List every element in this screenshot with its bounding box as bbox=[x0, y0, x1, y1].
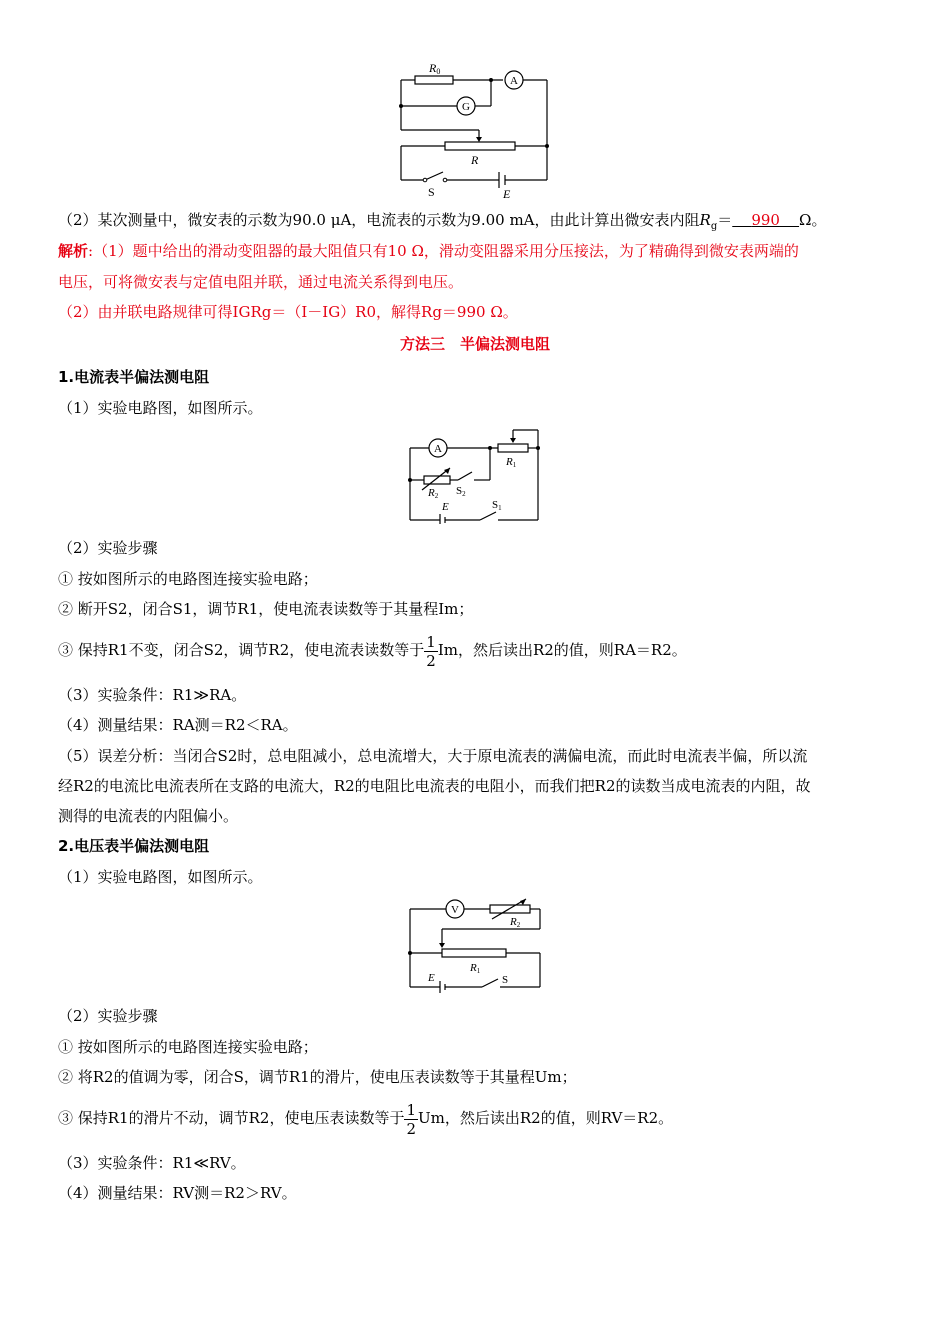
ammeter-step-2: ② 断开S2，闭合S1，调节R1，使电流表读数等于其量程Im； bbox=[58, 600, 474, 618]
voltmeter-step-1: ① 按如图所示的电路图连接实验电路； bbox=[58, 1038, 318, 1056]
analysis-line-3: （2）由并联电路规律可得IGRg＝（I－IG）R0，解得Rg＝990 Ω。 bbox=[58, 303, 518, 321]
analysis-line-1 bbox=[58, 240, 898, 262]
ammeter-step-3-b: Im，然后读出R2的值，则RA＝R2。 bbox=[437, 641, 687, 659]
voltmeter-condition: （3）实验条件：R1≪RV。 bbox=[58, 1154, 246, 1172]
galvanometer-label: G bbox=[462, 101, 470, 113]
analysis-label: 解析 bbox=[58, 242, 89, 260]
fraction-numerator-2: 1 bbox=[406, 1100, 416, 1119]
question-2-text: （2）某次测量中，微安表的示数为90.0 μA，电流表的示数为9.00 mA，由此计算出微安表内阻 bbox=[58, 211, 700, 229]
ammeter-step-3 bbox=[58, 630, 898, 670]
r0-label: R0 bbox=[429, 61, 441, 76]
voltmeter-step-2: ② 将R2的值调为零，闭合S，调节R1的滑片，使电压表读数等于其量程Um； bbox=[58, 1068, 577, 1086]
ammeter-label-2: A bbox=[434, 443, 442, 455]
ammeter-step-1: ① 按如图所示的电路图连接实验电路； bbox=[58, 570, 318, 588]
voltmeter-step-3 bbox=[58, 1098, 898, 1138]
ammeter-condition: （3）实验条件：R1≫RA。 bbox=[58, 686, 247, 704]
voltmeter-result: （4）测量结果：RV测＝R2＞RV。 bbox=[58, 1184, 297, 1202]
ammeter-error-2: 经R2的电流比电流表所在支路的电流大，R2的电阻比电流表的电阻小，而我们把R2的读数当成电流表的内阻，故 bbox=[58, 777, 811, 795]
circuit-diagram-voltmeter-half-deflection bbox=[402, 897, 547, 993]
ammeter-step-circuit: （1）实验电路图，如图所示。 bbox=[58, 399, 263, 417]
s2-label: S2 bbox=[456, 485, 466, 498]
section-title: 方法三 半偏法测电阻 bbox=[399, 335, 550, 353]
r1-label-3: R1 bbox=[470, 962, 481, 975]
fraction-denominator-2: 2 bbox=[406, 1119, 416, 1138]
battery-label: E bbox=[503, 187, 511, 200]
ammeter-result: （4）测量结果：RA测＝R2＜RA。 bbox=[58, 716, 298, 734]
answer-value: 990 bbox=[751, 211, 780, 229]
heading-ammeter-method: 1.电流表半偏法测电阻 bbox=[58, 368, 210, 386]
voltmeter-step-3-a: ③ 保持R1的滑片不动，调节R2，使电压表读数等于 bbox=[58, 1109, 405, 1127]
fraction-denominator: 2 bbox=[426, 651, 436, 670]
r1-label: R1 bbox=[506, 456, 517, 469]
ammeter-error-1: （5）误差分析：当闭合S2时，总电阻减小，总电流增大，大于原电流表的满偏电流，而此时电流表半偏，所以流 bbox=[58, 747, 808, 765]
r2-label-3: R2 bbox=[510, 916, 521, 929]
circuit-diagram-microammeter bbox=[395, 58, 560, 200]
circuit-diagram-ammeter-half-deflection bbox=[402, 428, 547, 524]
rg-sub: g bbox=[710, 221, 718, 232]
switch-label-3: S bbox=[502, 974, 509, 986]
r2-label: R2 bbox=[428, 487, 439, 500]
analysis-line-2: 电压，可将微安表与定值电阻并联，通过电流关系得到电压。 bbox=[58, 273, 464, 291]
ammeter-step-3-a: ③ 保持R1不变，闭合S2，调节R2，使电流表读数等于 bbox=[58, 641, 425, 659]
question-2 bbox=[58, 209, 898, 238]
fraction-half-2 bbox=[404, 1101, 418, 1138]
ammeter-steps-heading: （2）实验步骤 bbox=[58, 539, 158, 557]
answer-unit: Ω。 bbox=[799, 211, 827, 229]
battery-label-2: E bbox=[442, 501, 449, 513]
fraction-numerator: 1 bbox=[426, 632, 436, 651]
battery-label-3: E bbox=[428, 972, 435, 984]
ammeter-error-3: 测得的电流表的内阻偏小。 bbox=[58, 807, 239, 825]
analysis-text-1: :（1）题中给出的滑动变阻器的最大阻值只有10 Ω，滑动变阻器采用分压接法，为了精确得到微安表两端的 bbox=[88, 242, 799, 260]
voltmeter-label: V bbox=[451, 904, 459, 916]
voltmeter-step-3-b: Um，然后读出R2的值，则RV＝R2。 bbox=[418, 1109, 674, 1127]
ammeter-label: A bbox=[510, 75, 518, 87]
s1-label: S1 bbox=[492, 499, 502, 512]
switch-label: S bbox=[428, 185, 435, 199]
voltmeter-steps-heading: （2）实验步骤 bbox=[58, 1007, 158, 1025]
voltmeter-step-circuit: （1）实验电路图，如图所示。 bbox=[58, 868, 263, 886]
equals: ＝ bbox=[717, 211, 733, 229]
heading-voltmeter-method: 2.电压表半偏法测电阻 bbox=[58, 837, 210, 855]
rheostat-label: R bbox=[471, 153, 479, 167]
rg-symbol: R bbox=[699, 211, 711, 229]
fraction-half bbox=[424, 633, 438, 670]
answer-blank bbox=[732, 211, 799, 229]
